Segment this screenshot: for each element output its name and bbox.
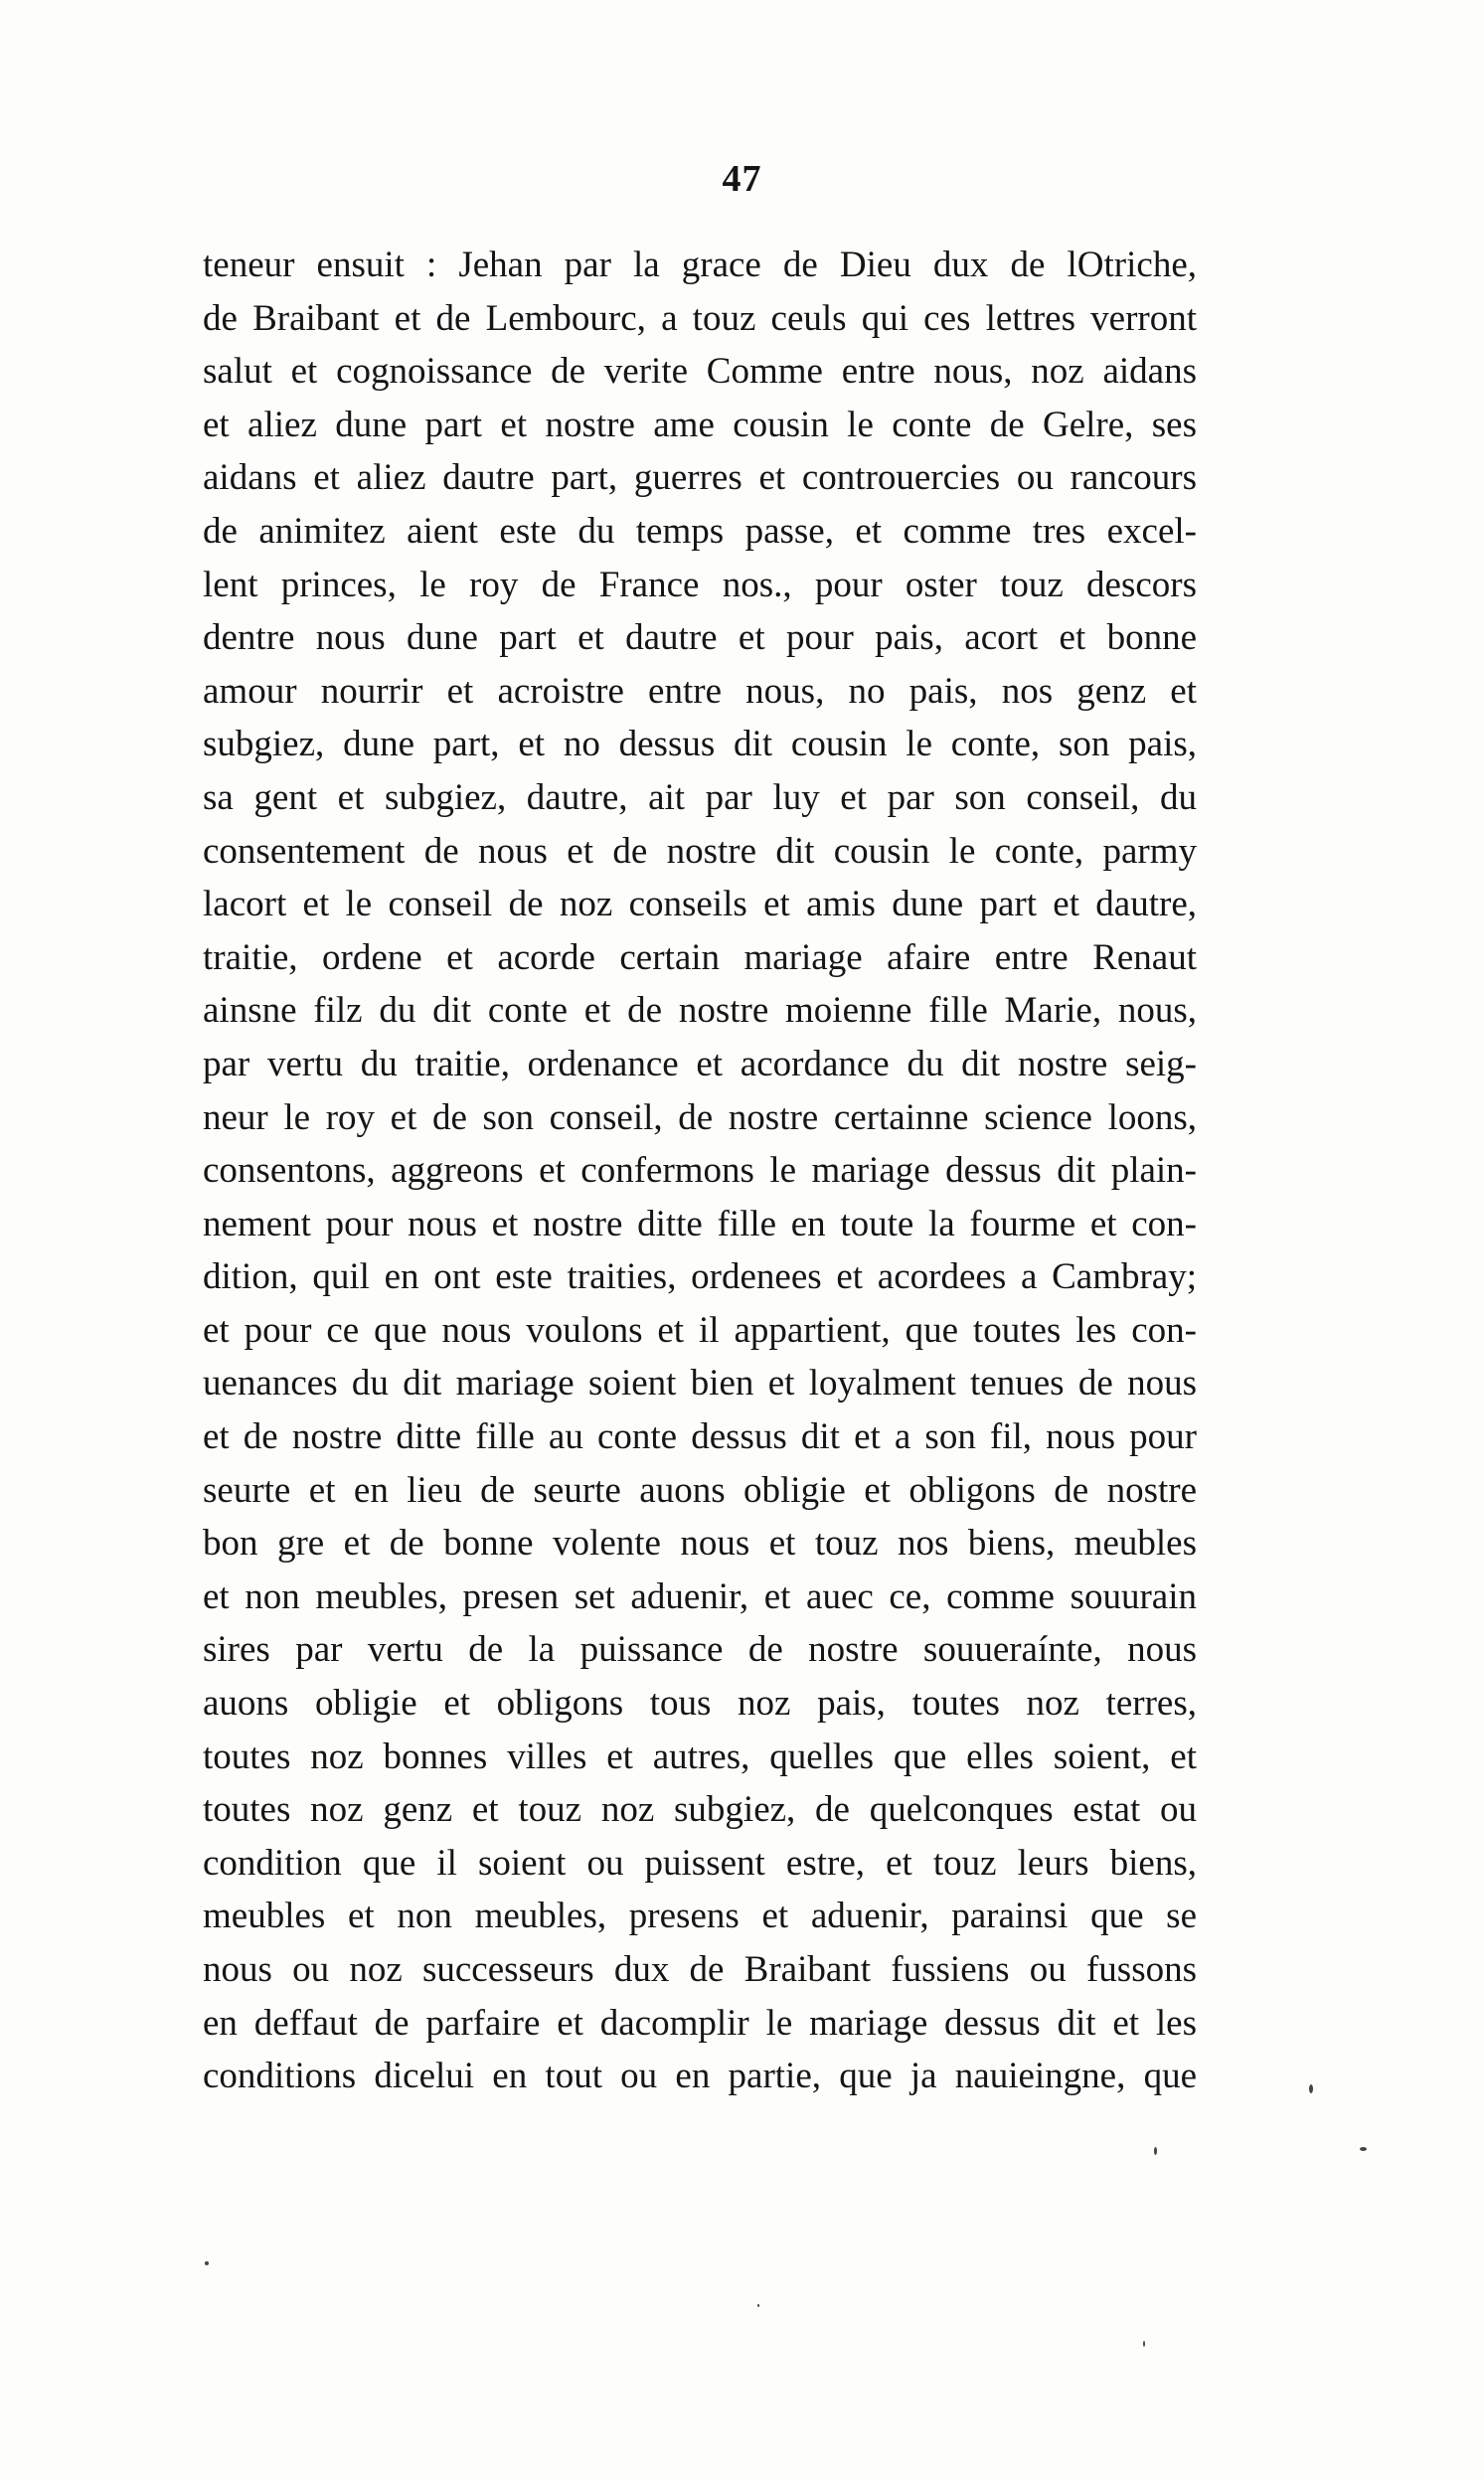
text-line: traitie, ordene et acorde certain mariage afaire entre Renaut — [203, 936, 1197, 978]
text-line: et aliez dune part et nostre ame cousin le conte de Gelre, ses — [203, 404, 1197, 445]
text-line: sires par vertu de la puissance de nostre souueraínte, nous — [203, 1629, 1197, 1671]
scan-speck — [1309, 2084, 1313, 2093]
text-line: salut et cognoissance de verite Comme entre nous, noz aidans — [203, 351, 1197, 393]
text-line: meubles et non meubles, presens et aduenir, parainsi que se — [203, 1896, 1197, 1937]
text-line: toutes noz bonnes villes et autres, quelles que elles soient, et — [203, 1736, 1197, 1777]
text-line: consentement de nous et de nostre dit cousin le conte, parmy — [203, 830, 1197, 872]
page-number: 47 — [722, 158, 762, 200]
scan-speck — [1143, 2341, 1145, 2347]
text-line: auons obligie et obligons tous noz pais, toutes noz terres, — [203, 1683, 1197, 1725]
body-text — [203, 239, 1197, 2103]
text-line: dentre nous dune part et dautre et pour pais, acort et bonne — [203, 617, 1197, 659]
text-line: consentons, aggreons et confermons le mariage dessus dit plain- — [203, 1150, 1197, 1192]
scan-speck — [205, 2261, 209, 2265]
text-line: amour nourrir et acroistre entre nous, no pais, nos genz et — [203, 670, 1197, 712]
text-line: nement pour nous et nostre ditte fille en toute la fourme et con- — [203, 1203, 1197, 1244]
text-line: bon gre et de bonne volente nous et touz nos biens, meubles — [203, 1523, 1197, 1565]
text-line: subgiez, dune part, et no dessus dit cousin le conte, son pais, — [203, 724, 1197, 765]
text-line: et pour ce que nous voulons et il appartient, que toutes les con- — [203, 1309, 1197, 1351]
text-line: aidans et aliez dautre part, guerres et controuercies ou rancours — [203, 457, 1197, 499]
text-line: teneur ensuit : Jehan par la grace de Dieu dux de lOtriche, — [203, 245, 1197, 285]
text-line: toutes noz genz et touz noz subgiez, de quelconques estat ou — [203, 1789, 1197, 1831]
text-line: ainsne filz du dit conte et de nostre moienne fille Marie, nous, — [203, 990, 1197, 1032]
text-line: sa gent et subgiez, dautre, ait par luy et par son conseil, du — [203, 776, 1197, 818]
text-line: par vertu du traitie, ordenance et acordance du dit nostre seig- — [203, 1043, 1197, 1084]
text-line: et de nostre ditte fille au conte dessus dit et a son fil, nous pour — [203, 1416, 1197, 1458]
text-line: dition, quil en ont este traities, ordenees et acordees a Cambray; — [203, 1256, 1197, 1298]
text-line: de animitez aient este du temps passe, et comme tres excel- — [203, 510, 1197, 552]
text-line: uenances du dit mariage soient bien et loyalment tenues de nous — [203, 1363, 1197, 1405]
text-line: neur le roy et de son conseil, de nostre certainne science loons, — [203, 1096, 1197, 1138]
text-line: seurte et en lieu de seurte auons obligie et obligons de nostre — [203, 1469, 1197, 1511]
text-line: lent princes, le roy de France nos., pour oster touz descors — [203, 564, 1197, 605]
scan-speck — [1360, 2147, 1367, 2151]
text-line: conditions dicelui en tout ou en partie, que ja nauieingne, que — [203, 2056, 1197, 2097]
text-line: et non meubles, presen set aduenir, et auec ce, comme souurain — [203, 1575, 1197, 1617]
text-line: de Braibant et de Lembourc, a touz ceuls qui ces lettres verront — [203, 297, 1197, 339]
text-line: lacort et le conseil de noz conseils et amis dune part et dautre, — [203, 884, 1197, 925]
text-line: condition que il soient ou puissent estre, et touz leurs biens, — [203, 1842, 1197, 1884]
scan-speck — [757, 2304, 759, 2307]
text-line: nous ou noz successeurs dux de Braibant fussiens ou fussons — [203, 1949, 1197, 1990]
text-line: en deffaut de parfaire et dacomplir le mariage dessus dit et les — [203, 2002, 1197, 2044]
scan-speck — [1154, 2147, 1157, 2155]
